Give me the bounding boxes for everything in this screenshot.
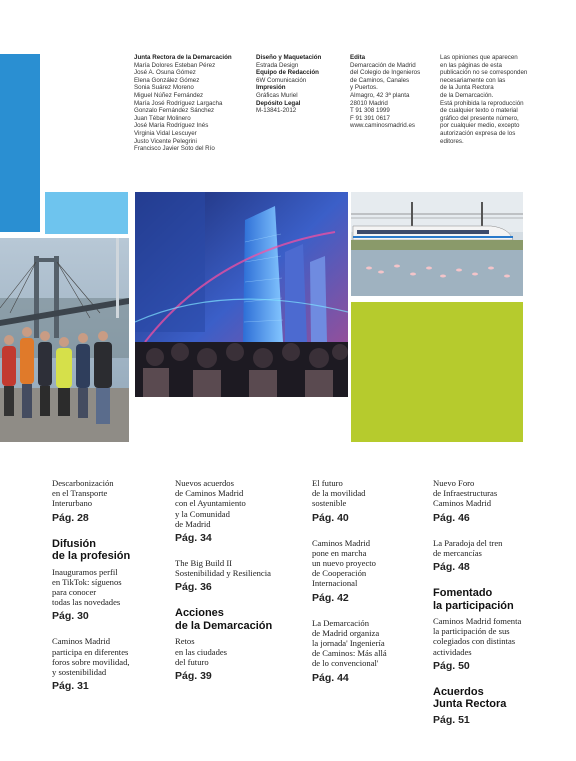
section-heading xyxy=(52,538,167,563)
entry-title: pone en marcha xyxy=(312,547,367,558)
publisher-fax: F 91 391 0617 xyxy=(350,114,390,122)
disclaimer-line: autorización expresa de los xyxy=(440,129,516,137)
section-heading-line: Fomentado xyxy=(433,587,493,600)
entry-title: con el Ayuntamiento xyxy=(175,498,246,509)
legal-deposit-value: M-13841-2012 xyxy=(256,107,297,115)
board-member: María Dolores Esteban Pérez xyxy=(134,61,216,69)
entry-title: La Demarcación xyxy=(312,617,370,628)
entry-title: colegiados con distintas xyxy=(433,636,516,647)
toc-entry[interactable] xyxy=(52,478,167,524)
toc-entry[interactable] xyxy=(175,636,300,682)
publisher-line: de Caminos, Canales xyxy=(350,76,410,84)
board-member: Francisco Javier Soto del Río xyxy=(134,145,215,153)
page-number: Pág. 34 xyxy=(175,532,212,545)
entry-title: en TikTok: síguenos xyxy=(52,576,122,587)
entry-title: Nuevo Foro xyxy=(433,478,475,488)
section-heading-line: Difusión xyxy=(52,537,96,550)
entry-title: de lo convencional' xyxy=(312,658,379,669)
publisher-website[interactable]: www.caminosmadrid.es xyxy=(350,122,415,130)
toc-entry[interactable] xyxy=(312,478,427,524)
entry-title: en las ciudades xyxy=(175,646,228,657)
disclaimer-line: editores. xyxy=(440,137,464,145)
toc-column-4 xyxy=(433,478,558,726)
disclaimer-line: Las opiniones que aparecen xyxy=(440,54,518,61)
publisher-line: Demarcación de Madrid xyxy=(350,61,416,69)
disclaimer xyxy=(440,54,540,145)
publisher-line: y Puertos. xyxy=(350,84,378,92)
toc-entry[interactable] xyxy=(175,478,300,544)
page-number: Pág. 30 xyxy=(52,610,89,623)
entry-title: Sostenibilidad y Resiliencia xyxy=(175,568,271,579)
editorial-heading: Equipo de Redacción xyxy=(256,69,319,77)
board-member: Juan Tébar Molinero xyxy=(134,114,191,122)
entry-title: The Big Build II xyxy=(175,558,233,569)
page-number: Pág. 50 xyxy=(433,659,470,672)
board-member: Sonia Suárez Moreno xyxy=(134,84,194,92)
toc-entry[interactable] xyxy=(52,636,167,692)
section-heading-line: de la Demarcación xyxy=(175,619,273,632)
entry-title: de Madrid organiza xyxy=(312,627,380,638)
entry-title: un nuevo proyecto xyxy=(312,558,376,569)
publisher-phone: T 91 308 1999 xyxy=(350,107,390,115)
publisher-line: 28010 Madrid xyxy=(350,99,388,107)
section-heading xyxy=(433,587,558,612)
print-value: Gráficas Muriel xyxy=(256,91,298,99)
entry-title: la participación de sus xyxy=(433,626,510,637)
toc-entry[interactable] xyxy=(175,558,300,593)
toc-column-3 xyxy=(312,478,427,698)
toc-column-1 xyxy=(52,478,167,706)
entry-title: actividades xyxy=(433,646,472,657)
board-member: Justo Vicente Pelegrini xyxy=(134,137,197,145)
design-heading: Diseño y Maquetación xyxy=(256,54,322,61)
disclaimer-line: de la Junta Rectora xyxy=(440,84,494,92)
entry-title: Interurbano xyxy=(52,498,93,509)
page-number: Pág. 42 xyxy=(312,591,349,604)
design-value: Estrada Design xyxy=(256,61,299,69)
board-member: María José Rodríguez Largacha xyxy=(134,99,223,107)
entry-title: Nuevos acuerdos xyxy=(175,478,234,488)
entry-title: y sostenibilidad xyxy=(52,667,107,678)
section-heading-line: Junta Rectora xyxy=(433,698,507,711)
entry-title: Caminos Madrid xyxy=(312,537,371,548)
entry-title: todas las novedades xyxy=(52,597,121,608)
train-photo xyxy=(351,192,523,296)
disclaimer-line: por cualquier medio, excepto xyxy=(440,122,520,130)
page-number: Pág. 51 xyxy=(433,713,470,726)
board-member: Miguel Núñez Fernández xyxy=(134,91,204,99)
publisher-line: del Colegio de Ingenieros xyxy=(350,69,421,77)
board-member: Virginia Vidal Lescuyer xyxy=(134,129,197,137)
lime-block xyxy=(351,302,523,442)
entry-title: la jornada' Ingeniería xyxy=(312,638,385,649)
entry-title: El futuro xyxy=(312,478,343,488)
toc-entry[interactable] xyxy=(433,616,558,672)
board-member: Elena González Gómez xyxy=(134,76,200,84)
toc-entry[interactable] xyxy=(312,618,427,684)
disclaimer-line: publicación no se corresponden xyxy=(440,69,528,77)
light-blue-block xyxy=(45,192,128,234)
entry-title: de la movilidad xyxy=(312,488,366,499)
entry-title: Caminos Madrid fomenta xyxy=(433,616,522,627)
section-heading-line: Acciones xyxy=(175,607,224,620)
toc-entry[interactable] xyxy=(433,478,558,524)
board-member: José A. Osuna Gómez xyxy=(134,69,196,77)
entry-title: Caminos Madrid xyxy=(52,636,111,647)
toc-entry[interactable] xyxy=(52,567,167,623)
entry-title: Internacional xyxy=(312,578,358,589)
entry-title: La Paradoja del tren xyxy=(433,537,503,548)
page-number: Pág. 40 xyxy=(312,511,349,524)
disclaimer-line: de la Demarcación. xyxy=(440,91,494,99)
disclaimer-line: Está prohibida la reproducción xyxy=(440,99,524,107)
entry-title: Inauguramos perfil xyxy=(52,566,118,577)
page-number: Pág. 39 xyxy=(175,670,212,683)
madrid-towers-photo xyxy=(135,192,348,397)
entry-title: Descarbonización xyxy=(52,478,114,488)
disclaimer-line: necesariamente con las xyxy=(440,76,506,84)
entry-title: sostenible xyxy=(312,498,347,509)
bridge-group-photo xyxy=(0,238,129,442)
section-heading xyxy=(175,607,300,632)
disclaimer-line: de cualquier texto o material xyxy=(440,107,518,115)
board-title: Junta Rectora de la Demarcación xyxy=(134,54,232,61)
disclaimer-line: gráfico del presente número, xyxy=(440,114,519,122)
toc-entry[interactable] xyxy=(312,538,427,604)
blue-bar xyxy=(0,54,40,232)
print-heading: Impresión xyxy=(256,84,286,92)
entry-title: para conocer xyxy=(52,587,97,598)
entry-title: de mercancías xyxy=(433,547,482,558)
entry-title: de Cooperación xyxy=(312,568,367,579)
entry-title: en el Transporte xyxy=(52,488,108,499)
entry-title: Caminos Madrid xyxy=(433,498,492,509)
credits-board xyxy=(134,54,254,153)
entry-title: Retos xyxy=(175,636,195,647)
entry-title: de Caminos: Más allá xyxy=(312,648,387,659)
board-member: José María Rodríguez Inés xyxy=(134,122,209,130)
page-number: Pág. 48 xyxy=(433,561,470,574)
entry-title: y la Comunidad xyxy=(175,508,230,519)
toc-column-2 xyxy=(175,478,300,696)
editorial-value: 6W Comunicación xyxy=(256,76,307,84)
entry-title: foros sobre movilidad, xyxy=(52,656,130,667)
toc-entry[interactable] xyxy=(433,538,558,573)
section-heading-line: Acuerdos xyxy=(433,685,484,698)
entry-title: de Madrid xyxy=(175,518,211,529)
board-member: Gonzalo Fernández Sánchez xyxy=(134,107,215,115)
entry-title: participa en diferentes xyxy=(52,646,129,657)
toc-entry[interactable] xyxy=(433,714,558,726)
page-number: Pág. 28 xyxy=(52,511,89,524)
page-number: Pág. 36 xyxy=(175,581,212,594)
page-number: Pág. 46 xyxy=(433,511,470,524)
section-heading xyxy=(433,686,558,711)
publisher-heading: Edita xyxy=(350,54,366,61)
credits-publisher xyxy=(350,54,436,130)
section-heading-line: de la profesión xyxy=(52,550,131,563)
entry-title: del futuro xyxy=(175,656,209,667)
publisher-line: Almagro, 42 3ª planta xyxy=(350,91,410,99)
legal-deposit-heading: Depósito Legal xyxy=(256,99,301,107)
entry-title: de Infraestructuras xyxy=(433,488,498,499)
disclaimer-line: en las páginas de esta xyxy=(440,61,502,69)
credits-production xyxy=(256,54,346,115)
page-number: Pág. 31 xyxy=(52,680,89,693)
page-number: Pág. 44 xyxy=(312,671,349,684)
section-heading-line: la participación xyxy=(433,599,514,612)
entry-title: de Caminos Madrid xyxy=(175,488,244,499)
